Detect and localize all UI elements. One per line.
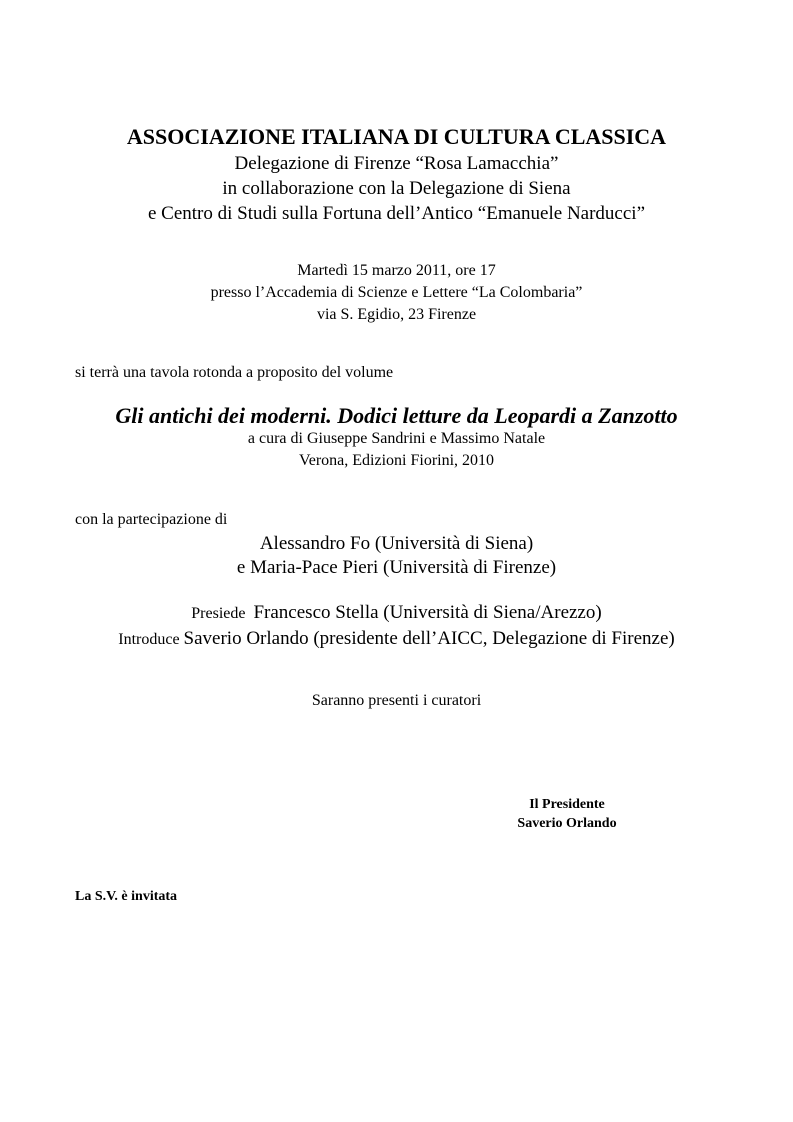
event-date: Martedì 15 marzo 2011, ore 17 bbox=[297, 262, 496, 279]
chair-role: Presiede bbox=[191, 605, 246, 622]
study-center-line: e Centro di Studi sulla Fortuna dell’Antico “Emanuele Narducci” bbox=[147, 203, 646, 224]
signature-title: Il Presidente bbox=[529, 797, 605, 812]
event-address: via S. Egidio, 23 Firenze bbox=[316, 306, 477, 323]
curators-note: Saranno presenti i curatori bbox=[311, 692, 482, 709]
speaker-2: e Maria-Pace Pieri (Università di Firenze) bbox=[236, 557, 557, 578]
event-venue: presso l’Accademia di Scienze e Lettere “La Colombaria” bbox=[210, 284, 583, 301]
introducer-role: Introduce bbox=[118, 631, 180, 648]
book-publisher: Verona, Edizioni Fiorini, 2010 bbox=[298, 452, 495, 469]
speaker-1: Alessandro Fo (Università di Siena) bbox=[259, 533, 534, 554]
book-editors: a cura di Giuseppe Sandrini e Massimo Natale bbox=[247, 430, 546, 447]
introducer-line bbox=[0, 628, 793, 650]
chair-line bbox=[0, 602, 793, 624]
introducer-name: Saverio Orlando (presidente dell’AICC, Delegazione di Firenze) bbox=[183, 628, 675, 649]
intro-text: si terrà una tavola rotonda a proposito del volume bbox=[75, 364, 394, 381]
book-title: Gli antichi dei moderni. Dodici letture da Leopardi a Zanzotto bbox=[115, 403, 678, 428]
delegation-line: Delegazione di Firenze “Rosa Lamacchia” bbox=[234, 153, 559, 174]
invitation-text: La S.V. è invitata bbox=[75, 889, 178, 904]
chair-name: Francesco Stella (Università di Siena/Arezzo) bbox=[253, 602, 602, 623]
signature-name: Saverio Orlando bbox=[517, 816, 617, 831]
association-title: ASSOCIAZIONE ITALIANA DI CULTURA CLASSICA bbox=[126, 124, 667, 149]
participation-label: con la partecipazione di bbox=[75, 511, 228, 528]
collaboration-line: in collaborazione con la Delegazione di Siena bbox=[222, 178, 571, 199]
